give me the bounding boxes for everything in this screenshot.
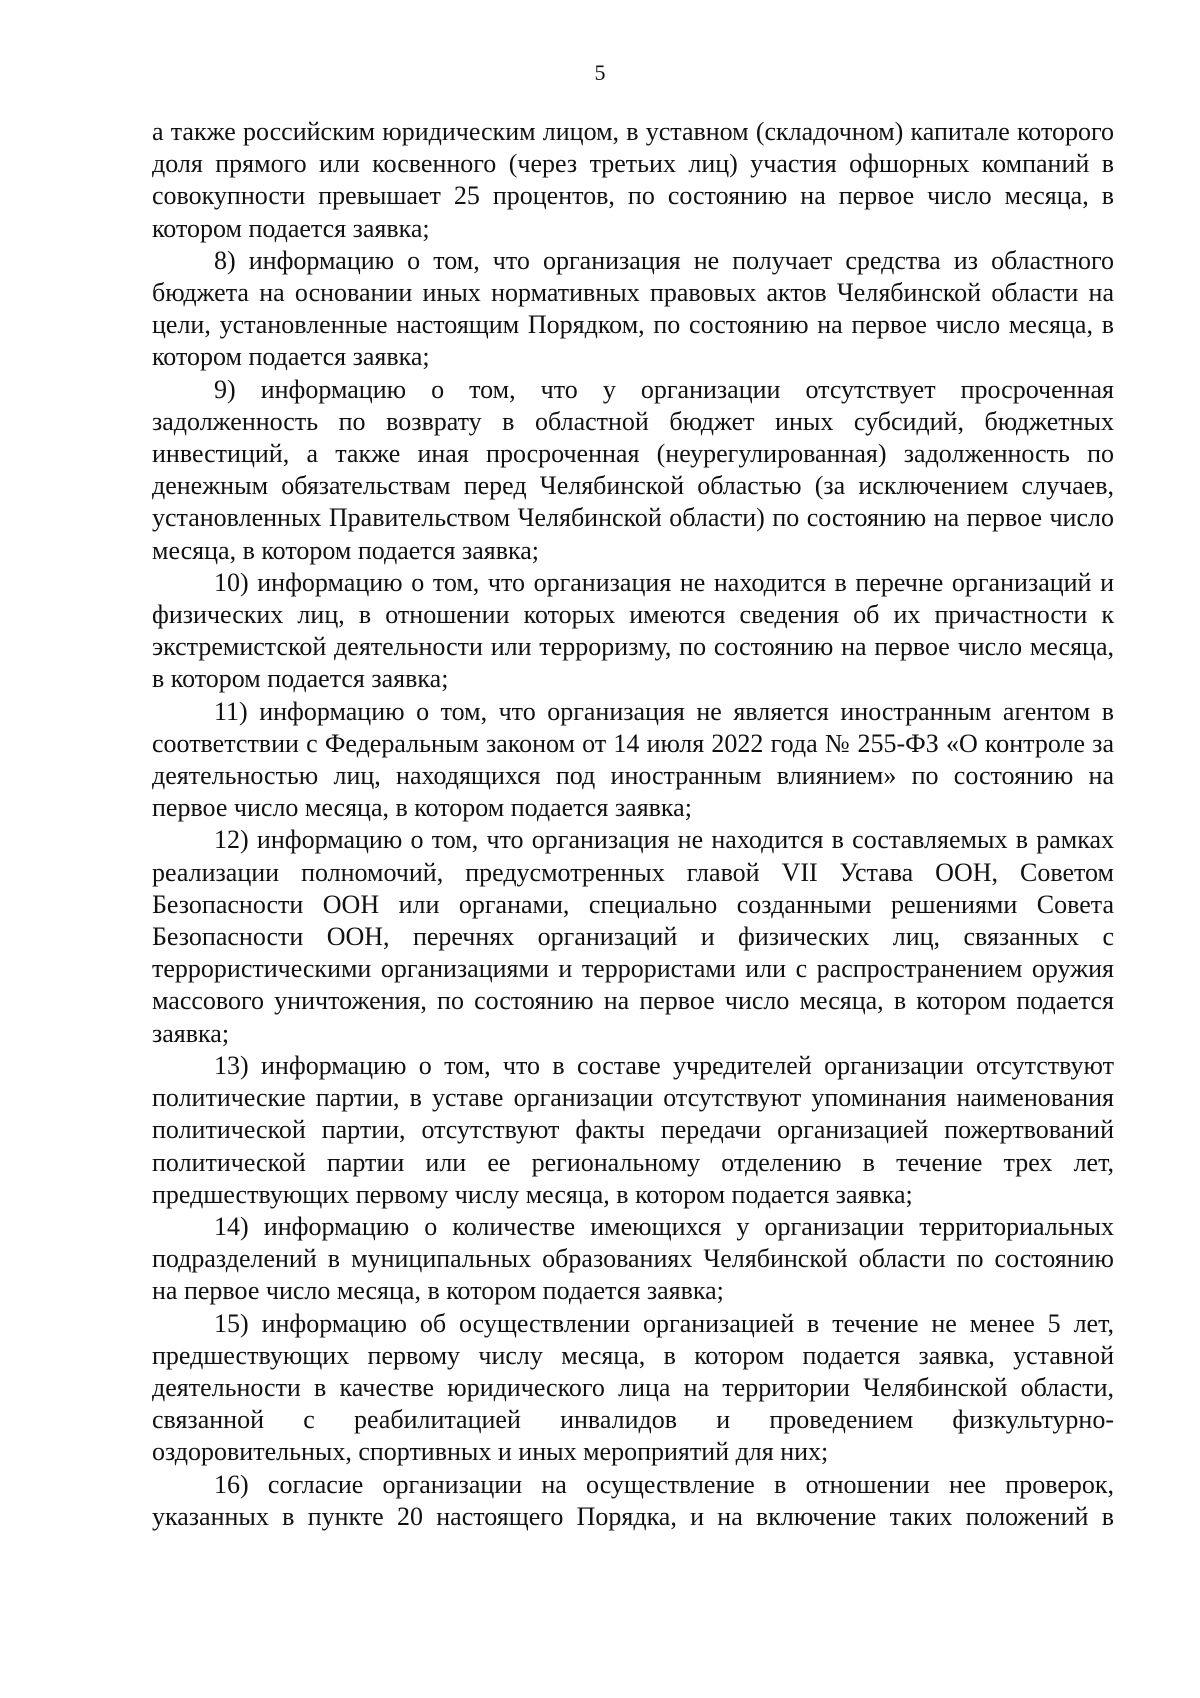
paragraph-item-14: 14) информацию о количестве имеющихся у организации территориальных подразделений в муниципальных образованиях Челябинской области по состоянию на первое число месяца, в котором подается заявка; [152, 1211, 1114, 1306]
paragraph-item-8: 8) информацию о том, что организация не получает средства из областного бюджета на основании иных нормативных правовых актов Челябинской области на цели, установленные настоящим Порядком, по состоянию на первое число месяца, в котором подается заявка; [152, 245, 1114, 372]
paragraph-continuation: а также российским юридическим лицом, в уставном (складочном) капитале которого доля прямого или косвенного (через третьих лиц) участия офшорных компаний в совокупности превышает 25 процентов, по состоянию на первое число месяца, в котором подается заявка; [152, 117, 1114, 243]
paragraph-item-9: 9) информацию о том, что у организации отсутствует просроченная задолженность по возврату в областной бюджет иных субсидий, бюджетных инвестиций, а также иная просроченная (неурегулированная) задолженность по денежным обязательствам перед Челябинской областью (за исключением случаев, установленных Правительством Челябинской области) по состоянию на первое число месяца, в котором подается заявка; [152, 374, 1114, 565]
paragraph-item-13: 13) информацию о том, что в составе учредителей организации отсутствуют политические партии, в уставе организации отсутствуют упоминания наименования политической партии, отсутствуют факты передачи организацией пожертвований политической партии или ее региональному отделению в течение трех лет, предшествующих первому числу месяца, в котором подается заявка; [152, 1050, 1114, 1209]
page-number: 5 [594, 60, 606, 85]
paragraph-item-15: 15) информацию об осуществлении организацией в течение не менее 5 лет, предшествующих первому числу месяца, в котором подается заявка, уставной деятельности в качестве юридического лица на территории Челябинской области, связанной с реабилитацией инвалидов и проведением физкультурно-оздоровительных, спортивных и иных мероприятий для них; [152, 1308, 1114, 1467]
paragraph-item-11: 11) информацию о том, что организация не является иностранным агентом в соответствии с Федеральным законом от 14 июля 2022 года № 255-ФЗ «О контроле за деятельностью лиц, находящихся под иностранным влиянием» по состоянию на первое число месяца, в котором подается заявка; [152, 696, 1114, 823]
paragraph-item-12: 12) информацию о том, что организация не находится в составляемых в рамках реализации полномочий, предусмотренных главой VII Устава ООН, Советом Безопасности ООН или органами, специально созданными решениями Совета Безопасности ООН, перечнях организаций и физических лиц, связанных с террористическими организациями и террористами или с распространением оружия массового уничтожения, по состоянию на первое число месяца, в котором подается заявка; [152, 825, 1114, 1048]
document-body [152, 116, 1114, 1533]
paragraph-item-10: 10) информацию о том, что организация не находится в перечне организаций и физических лиц, в отношении которых имеются сведения об их причастности к экстремистской деятельности или терроризму, по состоянию на первое число месяца, в котором подается заявка; [152, 567, 1114, 694]
paragraph-item-16: 16) согласие организации на осуществление в отношении нее проверок, указанных в пункте 20 настоящего Порядка, и на включение таких положений в [152, 1469, 1114, 1531]
